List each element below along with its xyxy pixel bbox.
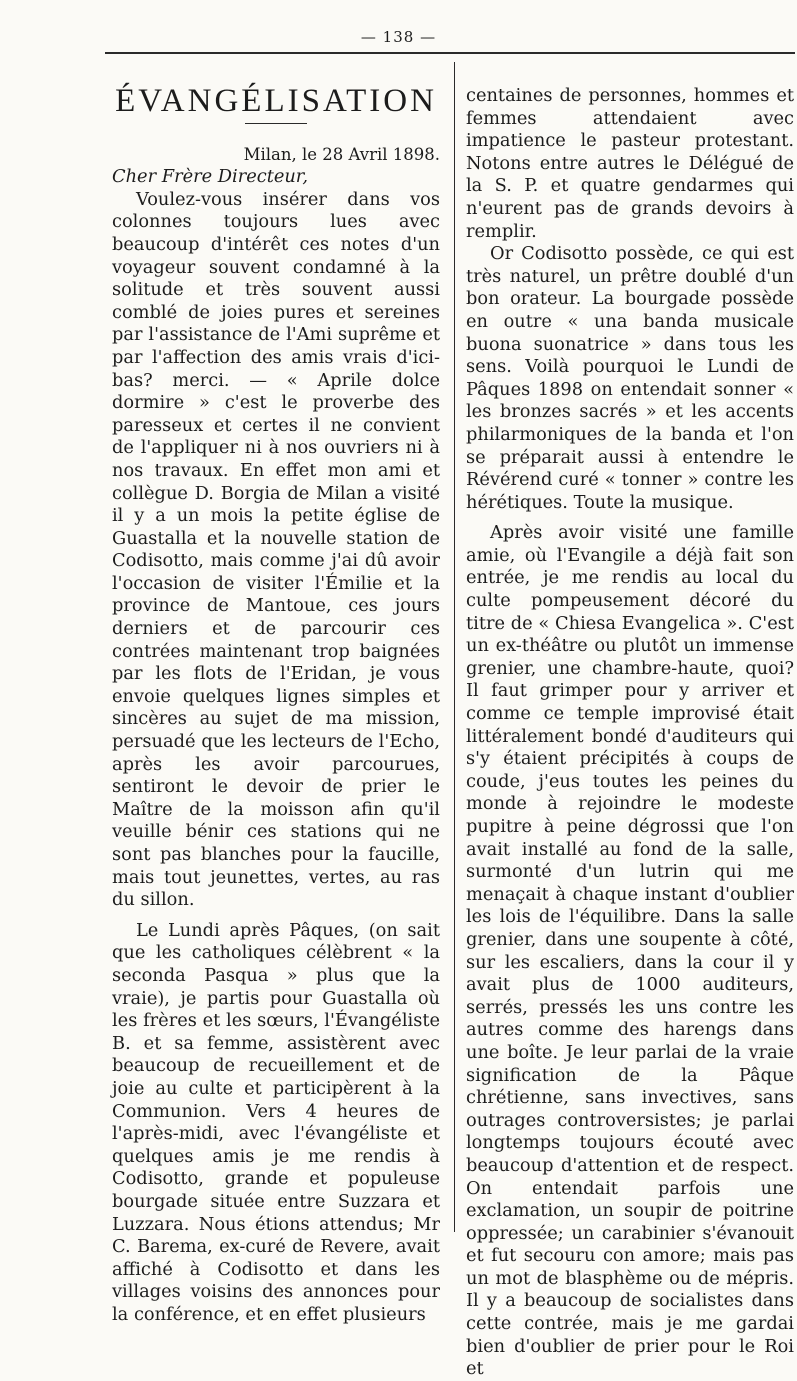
- column-divider: [454, 62, 455, 1232]
- paragraph: centaines de personnes, hommes et femmes attendaient avec impatience le pasteur protestant. Notons entre autres le Délégué de la S. P. et quatre gendarmes qui n'eurent pas de grands devoirs à remplir.: [466, 85, 794, 242]
- right-column: [466, 85, 794, 1381]
- paragraph: Le Lundi après Pâques, (on sait que les catholiques célèbrent « la seconda Pasqua » plus que la vraie), je partis pour Guastalla où les frères et les sœurs, l'Évangéliste B. et sa femme, assistèrent avec beaucoup de recueillement et de joie au culte et participèrent à la Communion. Vers 4 heures de l'après-midi, avec l'évangéliste et quelques amis je me rendis à Codisotto, grande et populeuse bourgade située entre Suzzara et Luzzara. Nous étions attendus; Mr C. Barema, ex-curé de Revere, avait affiché à Codisotto et dans les villages voisins des annonces pour la conférence, et en effet plusieurs: [112, 919, 440, 1325]
- article-title: ÉVANGÉLISATION: [115, 83, 437, 119]
- left-column: [112, 80, 440, 1326]
- title-rule: [245, 123, 307, 124]
- paragraph: Après avoir visité une famille amie, où l'Evangile a déjà fait son entrée, je me rendis au local du culte pompeusement décoré du titre de « Chiesa Evangelica ». C'est un ex-théâtre ou plutôt un immense grenier, une chambre-haute, quoi? Il faut grimper pour y arriver et comme ce temple improvisé était littéralement bondé d'auditeurs qui s'y étaient précipités à coups de coude, j'eus toutes les peines du monde à rejoindre le modeste pupitre à peine dégrossi que l'on avait installé au fond de la salle, surmonté d'un lutrin qui me menaçait à chaque instant d'oublier les lois de l'équilibre. Dans la salle grenier, dans une soupente à côté, sur les escaliers, dans la cour il y avait plus de 1000 auditeurs, serrés, pressés les uns contre les autres comme des harengs dans une boîte. Je leur parlai de la vraie signification de la Pâque chrétienne, sans invectives, sans outrages controversistes; je parlai longtemps toujours écouté avec beaucoup d'attention et de respect. On entendait parfois une exclamation, un soupir de poitrine oppressée; un carabinier s'évanouit et fut secouru con amore; mais pas un mot de blasphème ou de mépris. Il y a beaucoup de socialistes dans cette contrée, mais je me gardai bien d'oublier de prier pour le Roi et: [466, 522, 794, 1380]
- page-number: — 138 —: [360, 28, 437, 46]
- paragraph: Voulez-vous insérer dans vos colonnes toujours lues avec beaucoup d'intérêt ces notes d'un voyageur souvent condamné à la solitude et très souvent aussi comblé de joies pures et sereines par l'assistance de l'Ami suprême et par l'affection des amis vrais d'ici-bas? merci. — « Aprile dolce dormire » c'est le proverbe des paresseux et certes il ne convient de l'appliquer ni à nos ouvriers ni à nos travaux. En effet mon ami et collègue D. Borgia de Milan a visité il y a un mois la petite église de Guastalla et la nouvelle station de Codisotto, mais comme j'ai dû avoir l'occasion de visiter l'Émilie et la province de Mantoue, ces jours derniers et de parcourir ces contrées maintenant trop baignées par les flots de l'Eridan, je vous envoie quelques lignes simples et sincères au sujet de ma mission, persuadé que les lecteurs de l'Echo, après les avoir parcourues, sentiront le devoir de prier le Maître de la moisson afin qu'il veuille bénir ces stations qui ne sont pas blanches pour la faucille, mais tout jeunettes, vertes, au ras du sillon.: [112, 188, 440, 911]
- salutation: Cher Frère Directeur,: [112, 166, 309, 188]
- paragraph: Or Codisotto possède, ce qui est très naturel, un prêtre doublé d'un bon orateur. La bourgade possède en outre « una banda musicale buona suonatrice » dans tous les sens. Voilà pourquoi le Lundi de Pâques 1898 on entendait sonner « les bronzes sacrés » et les accents philarmoniques de la banda et l'on se préparait aussi à entendre le Révérend curé « tonner » contre les hérétiques. Toute la musique.: [466, 243, 794, 513]
- dateline: Milan, le 28 Avril 1898.: [243, 144, 440, 164]
- header-rule: [105, 52, 795, 54]
